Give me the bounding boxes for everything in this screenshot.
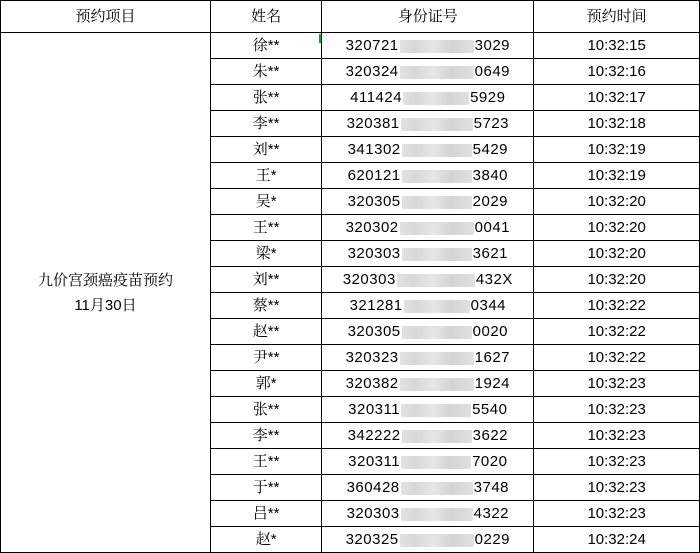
cell-appointment-time xyxy=(534,527,700,553)
cell-appointment-time xyxy=(534,111,700,137)
appointment-time: 10:32:23 xyxy=(587,401,646,418)
id-prefix: 342222 xyxy=(347,427,401,444)
redaction-mask xyxy=(400,66,474,79)
id-number-value xyxy=(348,163,508,188)
appointment-time: 10:32:24 xyxy=(587,531,646,548)
cell-name xyxy=(210,527,321,553)
id-suffix: 3748 xyxy=(473,479,510,496)
patient-name: 吕** xyxy=(252,505,280,522)
patient-name: 王** xyxy=(252,219,280,236)
cell-appointment-time xyxy=(534,319,700,345)
cell-appointment-time xyxy=(534,397,700,423)
id-suffix: 0020 xyxy=(472,323,509,340)
patient-name: 赵** xyxy=(252,323,280,340)
cell-name xyxy=(210,397,321,423)
cell-id-number xyxy=(322,319,534,345)
redaction-mask xyxy=(401,508,473,521)
cell-appointment-time xyxy=(534,59,700,85)
cell-id-number xyxy=(322,527,534,553)
appointment-time: 10:32:19 xyxy=(587,167,646,184)
redaction-mask xyxy=(400,378,474,391)
id-suffix: 7020 xyxy=(472,453,508,470)
cell-id-number xyxy=(322,501,534,527)
appointment-time: 10:32:20 xyxy=(587,245,646,262)
id-number-value xyxy=(350,85,505,110)
id-prefix: 321281 xyxy=(349,297,403,314)
appointment-time: 10:32:19 xyxy=(587,141,646,158)
redaction-mask xyxy=(400,352,474,365)
patient-name: 尹** xyxy=(252,349,280,366)
redaction-mask xyxy=(401,456,471,469)
redaction-mask xyxy=(401,482,473,495)
redaction-mask xyxy=(402,196,472,209)
table-body xyxy=(1,33,700,553)
project-date: 11月30日 xyxy=(74,296,137,314)
appointment-time: 10:32:22 xyxy=(587,297,646,314)
id-suffix: 0041 xyxy=(474,219,511,236)
cell-appointment-time xyxy=(534,267,700,293)
cell-name xyxy=(210,59,321,85)
cell-appointment-time xyxy=(534,215,700,241)
id-number-value xyxy=(347,111,509,136)
id-prefix: 320303 xyxy=(347,245,401,262)
appointment-time: 10:32:15 xyxy=(587,37,646,54)
cell-name xyxy=(210,293,321,319)
patient-name: 张** xyxy=(252,89,280,106)
appointment-time: 10:32:23 xyxy=(587,427,646,444)
appointment-time: 10:32:22 xyxy=(587,349,646,366)
id-suffix: 5723 xyxy=(473,115,510,132)
cell-id-number xyxy=(322,189,534,215)
id-suffix: 4322 xyxy=(473,505,510,522)
project-name: 九价宫颈癌疫苗预约 xyxy=(37,271,173,289)
id-number-value xyxy=(346,215,510,240)
redaction-mask xyxy=(400,534,474,547)
cell-appointment-time xyxy=(534,475,700,501)
redaction-mask xyxy=(401,118,473,131)
cell-id-number xyxy=(322,449,534,475)
id-suffix: 3840 xyxy=(472,167,509,184)
id-prefix: 320325 xyxy=(345,531,399,548)
patient-name: 于** xyxy=(252,479,280,496)
column-header-time: 预约时间 xyxy=(534,1,700,33)
id-suffix: 1627 xyxy=(474,349,511,366)
cell-name xyxy=(210,449,321,475)
appointment-time: 10:32:18 xyxy=(587,115,646,132)
id-suffix: 2029 xyxy=(472,193,509,210)
cell-appointment-time xyxy=(534,371,700,397)
id-number-value xyxy=(348,319,508,344)
table-row xyxy=(1,33,700,59)
cell-id-number xyxy=(322,397,534,423)
redaction-mask xyxy=(402,248,472,261)
cell-id-number xyxy=(322,241,534,267)
patient-name: 朱** xyxy=(252,63,280,80)
redaction-mask xyxy=(400,222,474,235)
redaction-mask xyxy=(400,40,474,53)
id-prefix: 620121 xyxy=(347,167,401,184)
cell-name xyxy=(210,111,321,137)
id-suffix: 432X xyxy=(475,271,513,288)
cell-id-number xyxy=(322,345,534,371)
id-number-value xyxy=(346,527,510,552)
id-number-value xyxy=(348,189,508,214)
id-prefix: 320324 xyxy=(345,63,399,80)
patient-name: 王** xyxy=(252,453,280,470)
patient-name: 刘** xyxy=(252,141,280,158)
cell-appointment-time xyxy=(534,241,700,267)
id-prefix: 320303 xyxy=(346,505,400,522)
cell-appointment-time xyxy=(534,163,700,189)
id-suffix: 5540 xyxy=(472,401,508,418)
id-number-value xyxy=(347,501,509,526)
id-number-value xyxy=(350,293,506,318)
id-suffix: 0344 xyxy=(470,297,507,314)
cell-name xyxy=(210,33,321,59)
id-number-value xyxy=(346,33,510,58)
column-header-project: 预约项目 xyxy=(1,1,211,33)
cell-appointment-time xyxy=(534,501,700,527)
redaction-mask xyxy=(397,274,475,287)
cell-id-number xyxy=(322,215,534,241)
patient-name: 刘** xyxy=(252,271,280,288)
cell-name xyxy=(210,345,321,371)
cell-name xyxy=(210,189,321,215)
cell-id-number xyxy=(322,475,534,501)
id-prefix: 411424 xyxy=(350,89,403,106)
appointment-time: 10:32:20 xyxy=(587,219,646,236)
id-prefix: 320323 xyxy=(345,349,399,366)
cell-name xyxy=(210,371,321,397)
id-prefix: 341302 xyxy=(347,141,401,158)
cell-name xyxy=(210,215,321,241)
appointment-time: 10:32:17 xyxy=(587,89,646,106)
id-number-value xyxy=(346,59,510,84)
cell-appointment-time xyxy=(534,189,700,215)
id-prefix: 320302 xyxy=(345,219,399,236)
column-header-id-number: 身份证号 xyxy=(322,1,534,33)
id-prefix: 320305 xyxy=(347,323,401,340)
cell-id-number xyxy=(322,423,534,449)
id-suffix: 0649 xyxy=(474,63,511,80)
id-number-value xyxy=(348,423,508,448)
patient-name: 郭* xyxy=(255,375,277,392)
cell-name xyxy=(210,163,321,189)
cell-name xyxy=(210,319,321,345)
cell-name xyxy=(210,85,321,111)
cell-id-number xyxy=(322,111,534,137)
id-suffix: 1924 xyxy=(474,375,511,392)
patient-name: 徐** xyxy=(252,37,280,54)
id-number-value xyxy=(348,137,508,162)
id-suffix: 3622 xyxy=(472,427,509,444)
cell-name xyxy=(210,241,321,267)
appointment-time: 10:32:23 xyxy=(587,505,646,522)
appointment-time: 10:32:20 xyxy=(587,193,646,210)
id-suffix: 5429 xyxy=(472,141,509,158)
cell-appointment-time xyxy=(534,345,700,371)
appointment-time: 10:32:23 xyxy=(587,479,646,496)
patient-name: 王* xyxy=(255,167,277,184)
redaction-mask xyxy=(403,92,469,105)
id-number-value xyxy=(347,475,509,500)
id-prefix: 320311 xyxy=(348,401,401,418)
column-header-name: 姓名 xyxy=(210,1,321,33)
redaction-mask xyxy=(402,144,472,157)
id-suffix: 3029 xyxy=(474,37,511,54)
id-prefix: 320381 xyxy=(346,115,400,132)
id-number-value xyxy=(348,397,507,422)
cell-appointment-time xyxy=(534,449,700,475)
cell-id-number xyxy=(322,163,534,189)
cell-id-number xyxy=(322,59,534,85)
id-prefix: 320305 xyxy=(347,193,401,210)
id-prefix: 360428 xyxy=(346,479,400,496)
id-number-value xyxy=(346,371,510,396)
cell-name xyxy=(210,501,321,527)
appointment-time: 10:32:16 xyxy=(587,63,646,80)
cell-appointment-time xyxy=(534,423,700,449)
cell-id-number xyxy=(322,267,534,293)
cell-name xyxy=(210,267,321,293)
patient-name: 梁* xyxy=(255,245,277,262)
redaction-mask xyxy=(402,326,472,339)
table-header-row xyxy=(1,1,700,33)
project-cell xyxy=(1,33,211,553)
cell-name xyxy=(210,137,321,163)
patient-name: 吴* xyxy=(255,193,277,210)
id-prefix: 320382 xyxy=(345,375,399,392)
id-suffix: 3621 xyxy=(472,245,509,262)
id-number-value xyxy=(348,449,507,474)
cell-id-number xyxy=(322,137,534,163)
cell-appointment-time xyxy=(534,85,700,111)
patient-name: 李** xyxy=(252,427,280,444)
id-prefix: 320303 xyxy=(342,271,396,288)
id-number-value xyxy=(348,241,508,266)
cell-id-number xyxy=(322,371,534,397)
id-prefix: 320721 xyxy=(345,37,399,54)
appointment-time: 10:32:22 xyxy=(587,323,646,340)
redaction-mask xyxy=(402,430,472,443)
cell-id-number xyxy=(322,293,534,319)
redaction-mask xyxy=(401,404,471,417)
cell-name xyxy=(210,475,321,501)
cell-name xyxy=(210,423,321,449)
id-prefix: 320311 xyxy=(348,453,401,470)
patient-name: 蔡** xyxy=(252,297,280,314)
redaction-mask xyxy=(404,300,470,313)
appointment-time: 10:32:23 xyxy=(587,453,646,470)
patient-name: 李** xyxy=(252,115,280,132)
id-number-value xyxy=(343,267,513,292)
cell-appointment-time xyxy=(534,33,700,59)
id-number-value xyxy=(346,345,510,370)
cell-id-number xyxy=(322,33,534,59)
id-suffix: 0229 xyxy=(474,531,511,548)
patient-name: 赵* xyxy=(255,531,277,548)
appointment-time: 10:32:23 xyxy=(587,375,646,392)
patient-name: 张** xyxy=(252,401,280,418)
id-suffix: 5929 xyxy=(470,89,506,106)
cell-appointment-time xyxy=(534,137,700,163)
cell-appointment-time xyxy=(534,293,700,319)
redaction-mask xyxy=(402,170,472,183)
appointment-time: 10:32:20 xyxy=(587,271,646,288)
cell-id-number xyxy=(322,85,534,111)
